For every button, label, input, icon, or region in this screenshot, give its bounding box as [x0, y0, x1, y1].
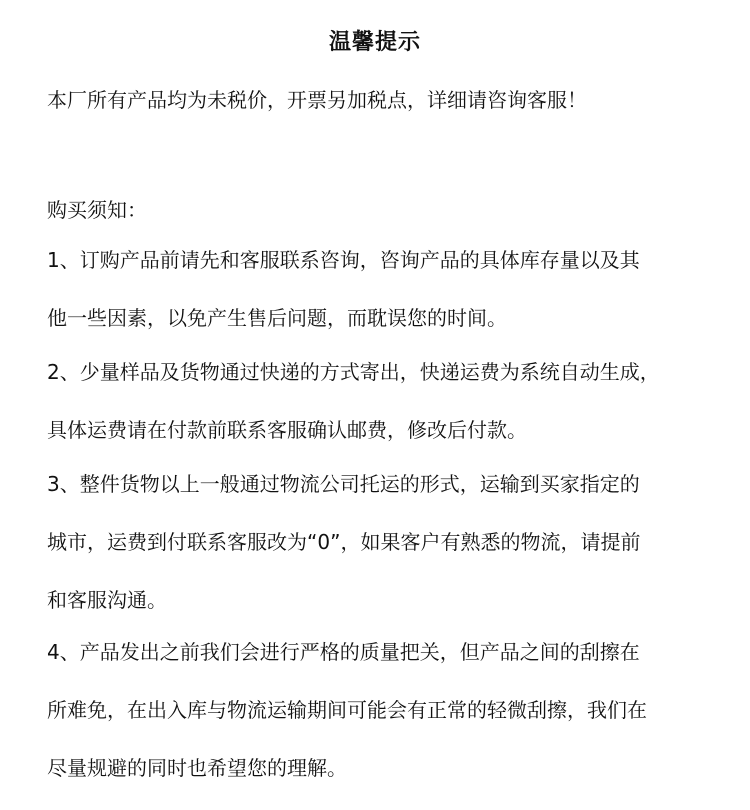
- note-line: 他一些因素，以免产生售后问题，而耽误您的时间。: [47, 306, 507, 330]
- note-line: 尽量规避的同时也希望您的理解。: [47, 756, 347, 780]
- note-line: 具体运费请在付款前联系客服确认邮费，修改后付款。: [47, 418, 527, 442]
- purchase-note-3: [47, 468, 707, 642]
- purchase-notes-heading: 购买须知：: [47, 198, 147, 222]
- purchase-note-2: [47, 356, 707, 472]
- note-line: 和客服沟通。: [47, 588, 167, 612]
- note-line: 1、订购产品前请先和客服联系咨询，咨询产品的具体库存量以及其: [47, 248, 640, 272]
- note-line: 2、少量样品及货物通过快递的方式寄出，快递运费为系统自动生成，: [47, 360, 660, 384]
- note-line: 城市，运费到付联系客服改为“0”，如果客户有熟悉的物流，请提前: [47, 530, 641, 554]
- purchase-note-4: [47, 636, 707, 810]
- tax-notice: 本厂所有产品均为未税价，开票另加税点，详细请咨询客服！: [47, 88, 587, 112]
- purchase-note-1: [47, 244, 707, 360]
- note-line: 4、产品发出之前我们会进行严格的质量把关，但产品之间的刮擦在: [47, 640, 640, 664]
- note-line: 所难免，在出入库与物流运输期间可能会有正常的轻微刮擦，我们在: [47, 698, 647, 722]
- note-line: 3、整件货物以上一般通过物流公司托运的形式，运输到买家指定的: [47, 472, 640, 496]
- page-title: 温馨提示: [328, 30, 421, 55]
